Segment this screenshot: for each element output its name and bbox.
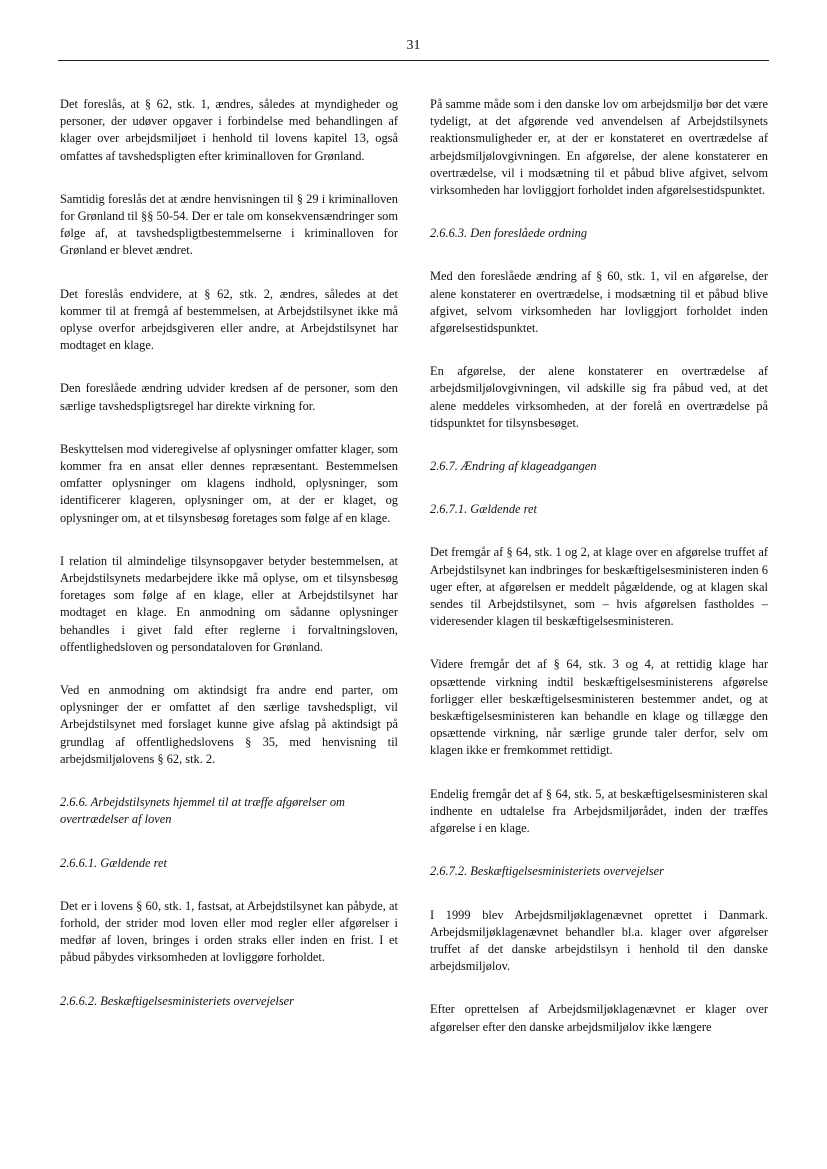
paragraph: Med den foreslåede ændring af § 60, stk. 1, vil en afgørelse, der alene konstaterer en overtrædelse, i modsætning til et påbud blive afgivet, selvom virksomheden har lovliggjort forholdet inden afgørelsestidspunktet. — [430, 269, 768, 336]
paragraph: Ved en anmodning om aktindsigt fra andre end parter, om oplysninger der er omfattet af den særlige tavshedspligt, vil Arbejdstilsynet med forslaget kunne give afslag på aktindsigt på grundlag af offentlighedslovens § 35, med henvisning til arbejdsmiljølovens § 62, stk. 2. — [60, 683, 398, 766]
paragraph: Videre fremgår det af § 64, stk. 3 og 4, at rettidig klage har opsættende virkning indtil beskæftigelsesministerens afgørelse forligger eller beskæftigelsesministeren bestemmer andet, og at beskæftigelsesministeren kan behandle en klage og tillægge den opsættende virkning, når særlige grunde taler derfor, selv om klagen ikke er fremkommet rettidigt. — [430, 657, 768, 758]
header-rule — [58, 60, 769, 61]
section-heading: 2.6.6. Arbejdstilsynets hjemmel til at træffe afgørelser om overtrædelser af loven — [60, 795, 345, 827]
section-heading: 2.6.6.1. Gældende ret — [60, 855, 167, 870]
paragraph: Endelig fremgår det af § 64, stk. 5, at beskæftigelsesministeren skal indhente en udtalelse fra Arbejdsmiljørådet, inden der træffes afgørelse i en klage. — [430, 786, 768, 836]
paragraph: Det foreslås endvidere, at § 62, stk. 2, ændres, således at det kommer til at fremgå af bestemmelsen, at Arbejdstilsynet ikke må oplyse overfor arbejdsgiveren eller andre, at Arbejdstilsynet har modtaget en klage. — [60, 286, 398, 353]
paragraph: Efter oprettelsen af Arbejdsmiljøklagenævnet er klager over afgørelser efter den danske arbejdsmiljølov ikke længere — [430, 1002, 768, 1034]
paragraph: Det er i lovens § 60, stk. 1, fastsat, at Arbejdstilsynet kan påbyde, at forhold, der strider mod loven eller mod regler eller afgørelser i medfør af loven, bringes i orden straks eller inden en frist. I et påbud påbydes virksomheden at lovliggøre forholdet. — [60, 898, 398, 965]
paragraph: I relation til almindelige tilsynsopgaver betyder bestemmelsen, at Arbejdstilsynets medarbejdere ikke må oplyse, om et tilsynsbesøg foretages som følge af en klage, eller at Arbejdstilsynet har modtaget en klage. En anmodning om sådanne oplysninger behandles i givet fald efter reglerne i forvaltningsloven, offentlighedsloven og persondataloven for Grønland. — [60, 553, 398, 654]
paragraph: Den foreslåede ændring udvider kredsen af de personer, som den særlige tavshedspligtsregel har direkte virkning for. — [60, 381, 398, 413]
paragraph: I 1999 blev Arbejdsmiljøklagenævnet oprettet i Danmark. Arbejdsmiljøklagenævnet behandler bl.a. klager over afgørelser truffet af det danske arbejdstilsyn i henhold til den danske arbejdsmiljølov. — [430, 907, 768, 974]
paragraph: På samme måde som i den danske lov om arbejdsmiljø bør det være tydeligt, at det afgørende ved anvendelsen af Arbejdstilsynets reaktionsmuligheder er, at der er konstateret en overtrædelse af arbejdsmiljølovgivningen. En afgørelse, der alene konstaterer en overtrædelse, vil i modsætning til et påbud blive afgivet, selvom virksomheden har lovliggjort forholdet inden afgørelsestidspunktet. — [430, 97, 768, 198]
section-heading: 2.6.6.3. Den foreslåede ordning — [430, 226, 588, 241]
right-column — [430, 96, 768, 1036]
section-heading: 2.6.7.1. Gældende ret — [430, 502, 537, 517]
paragraph: Det foreslås, at § 62, stk. 1, ændres, således at myndigheder og personer, der udøver opgaver i forbindelse med behandlingen af klager over arbejdsmiljøet i henhold til lovens kapitel 13, også omfattes af tavshedspligten efter kriminalloven for Grønland. — [60, 97, 398, 163]
section-heading: 2.6.7.2. Beskæftigelsesministeriets overvejelser — [430, 864, 664, 879]
section-heading: 2.6.6.2. Beskæftigelsesministeriets overvejelser — [60, 993, 294, 1008]
paragraph: Beskyttelsen mod videregivelse af oplysninger omfatter klager, som kommer fra en ansat eller dennes repræsentant. Bestemmelsen omfatter oplysninger om klagens indhold, oplysninger, som identificerer klageren, oplysninger om, at der er klaget, og oplysninger om, at et tilsynsbesøg foretages som følge af en klage. — [60, 441, 398, 525]
section-heading: 2.6.7. Ændring af klageadgangen — [430, 459, 597, 474]
paragraph: En afgørelse, der alene konstaterer en overtrædelse af arbejdsmiljølovgivningen, vil adskille sig fra påbud ved, at det alene meddeles virksomheden, at der forelå en overtrædelse på tidspunktet for tilsynsbesøget. — [430, 364, 768, 430]
paragraph: Samtidig foreslås det at ændre henvisningen til § 29 i kriminalloven for Grønland til §§ 50-54. Der er tale om konsekvensændringer som følge af, at tavshedspligtbestemmelserne i kriminalloven for Grønland er blevet ændret. — [60, 191, 398, 258]
paragraph: Det fremgår af § 64, stk. 1 og 2, at klage over en afgørelse truffet af Arbejdstilsynet kan indbringes for beskæftigelsesministeren inden 6 uger efter, at afgørelsen er meddelt pågældende, og at klagen skal sendes til Arbejdstilsynet, som – hvis afgørelsen fastholdes – videresender klagen til beskæftigelsesministeren. — [430, 545, 768, 629]
left-column — [60, 96, 398, 1010]
page-number: 31 — [406, 38, 421, 53]
